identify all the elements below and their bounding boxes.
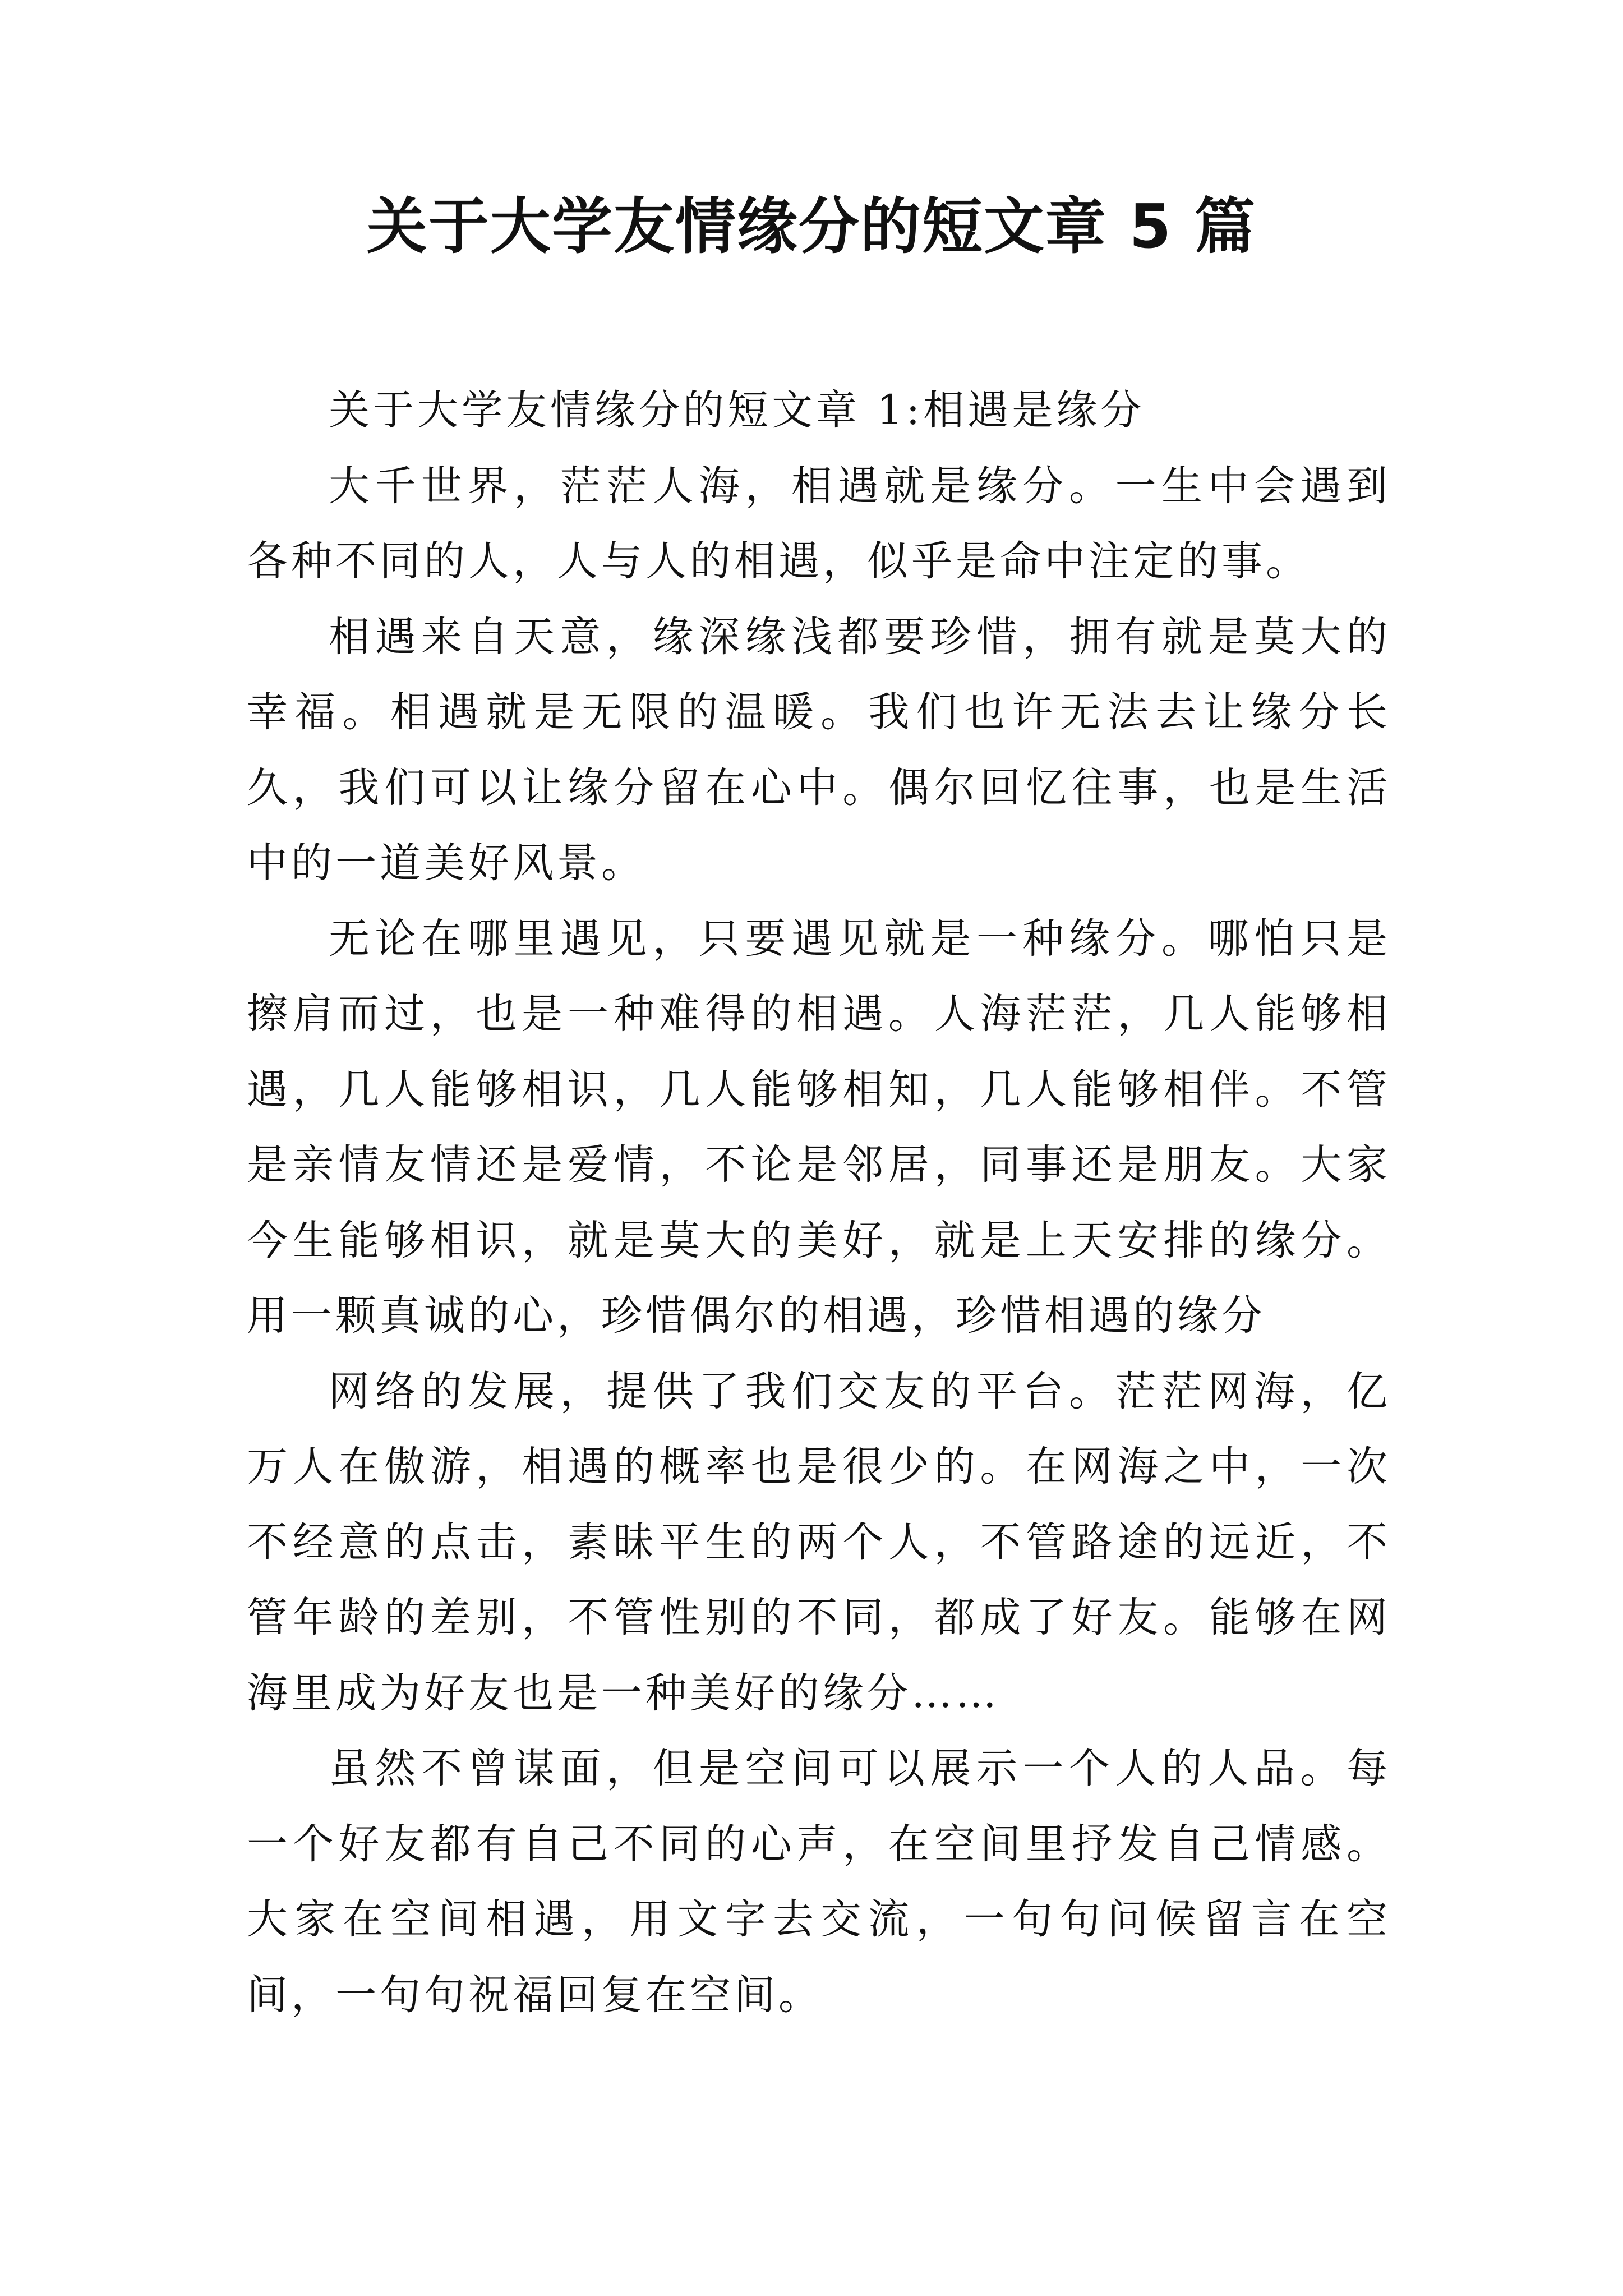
section-heading: 关于大学友情缘分的短文章 1:相遇是缘分 [329, 386, 1145, 434]
paragraph-5: 虽然不曾谋面，但是空间可以展示一个人的人品。每一个好友都有自己不同的心声，在空间里抒发自己情感。大家在空间相遇，用文字去交流，一句句问候留言在空间，一句句祝福回复在空间。 [247, 1745, 1391, 2019]
paragraph-1: 大千世界，茫茫人海，相遇就是缘分。一生中会遇到各种不同的人，人与人的相遇，似乎是命中注定的事。 [247, 462, 1391, 585]
paragraph-2: 相遇来自天意，缘深缘浅都要珍惜，拥有就是莫大的幸福。相遇就是无限的温暖。我们也许无法去让缘分长久，我们可以让缘分留在心中。偶尔回忆往事，也是生活中的一道美好风景。 [247, 613, 1391, 887]
document-body [247, 373, 1391, 2033]
document-title: 关于大学友情缘分的短文章 5 篇 [366, 192, 1257, 262]
paragraph-4: 网络的发展，提供了我们交友的平台。茫茫网海，亿万人在傲游，相遇的概率也是很少的。在网海之中，一次不经意的点击，素昧平生的两个人，不管路途的远近，不管年龄的差别，不管性别的不同，都成了好友。能够在网海里成为好友也是一种美好的缘分…… [247, 1367, 1391, 1717]
paragraph-3: 无论在哪里遇见，只要遇见就是一种缘分。哪怕只是擦肩而过，也是一种难得的相遇。人海茫茫，几人能够相遇，几人能够相识，几人能够相知，几人能够相伴。不管是亲情友情还是爱情，不论是邻居，同事还是朋友。大家今生能够相识，就是莫大的美好，就是上天安排的缘分。用一颗真诚的心，珍惜偶尔的相遇，珍惜相遇的缘分 [247, 914, 1391, 1340]
